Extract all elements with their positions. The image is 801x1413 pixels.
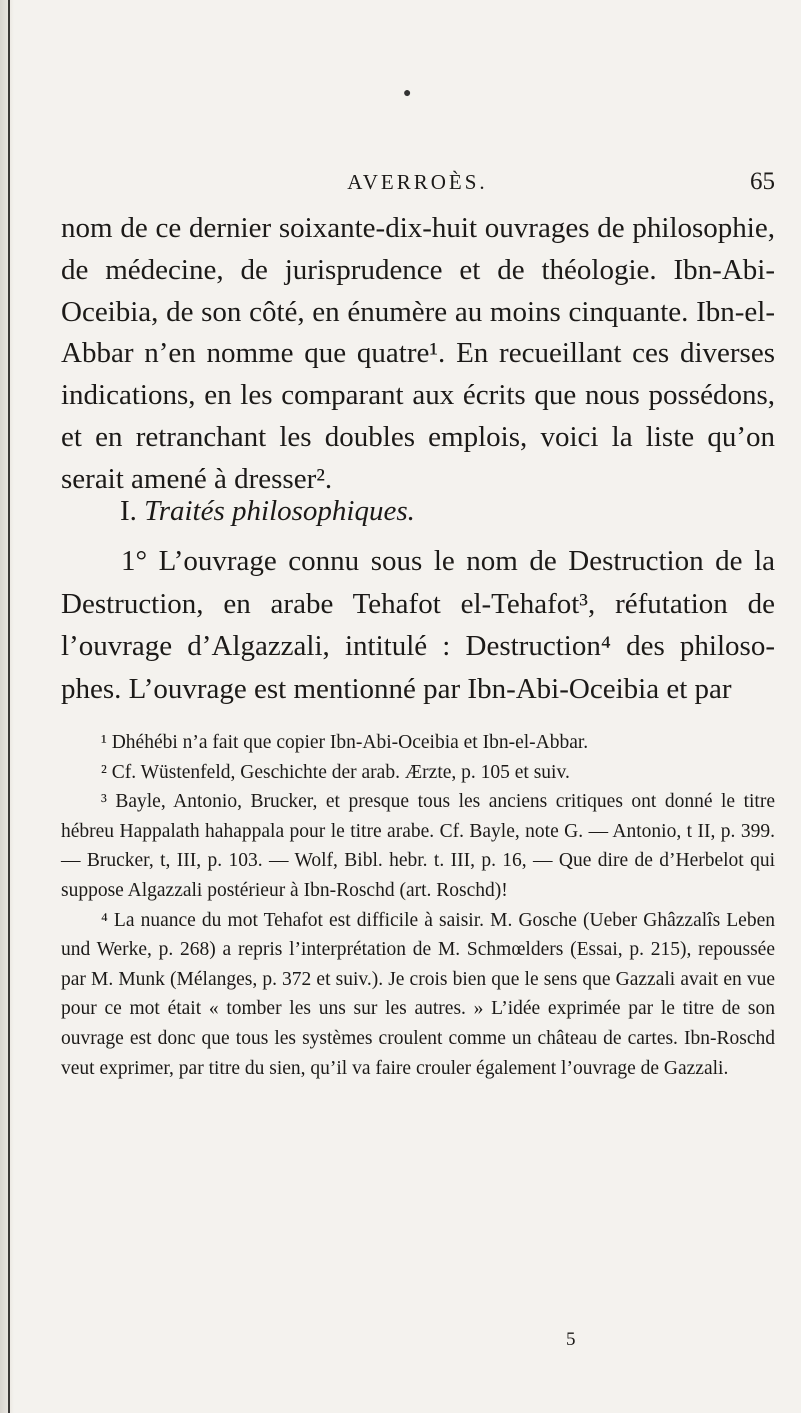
paragraph-1 — [61, 208, 775, 501]
page-edge-shadow — [0, 0, 14, 1413]
section-heading — [120, 495, 415, 528]
paragraph-2: 1° L’ouvrage connu sous le nom de Destruction de la Destruction, en arabe Tehafot el-Tehafot³, réfutation de l’ouvrage d’Algazzali, intitulé : Destruction⁴ des philosophes. L’ouvrage est mentionné par Ibn-Abi-Oceibia et par — [61, 545, 775, 705]
page-number: 65 — [750, 168, 775, 195]
page-binding-line — [8, 0, 10, 1413]
printer-signature: 5 — [566, 1329, 576, 1350]
footnote-3: ³ Bayle, Antonio, Brucker, et presque tous les anciens critiques ont donné le titre hébreu Happalath hahappala pour le titre arabe. Cf. Bayle, note G. — Antonio, t II, p. 399. — Brucker, t, III, p. 103. — Wolf, Bibl. hebr. t. III, p. 16, — Que dire de d’Herbelot qui suppose Algazzali postérieur à Ibn-Roschd (art. Roschd)! — [61, 791, 775, 901]
printer-mark: ● — [403, 86, 412, 101]
footnote-1: ¹ Dhéhébi n’a fait que copier Ibn-Abi-Oceibia et Ibn-el-Abbar. — [101, 732, 589, 753]
running-head — [60, 168, 775, 200]
footnote-2: ² Cf. Wüstenfeld, Geschichte der arab. Ærzte, p. 105 et suiv. — [101, 761, 570, 783]
section-number: I. — [120, 495, 137, 527]
footnotes — [61, 728, 775, 1083]
footnote-4: ⁴ La nuance du mot Tehafot est difficile à saisir. M. Gosche (Ueber Ghâzzalîs Leben und Werke, p. 268) a repris l’interprétation de M. Schmœlders (Essai, p. 215), repoussée par M. Munk (Mélanges, p. 372 et suiv.). Je crois bien que le sens que Gazzali avait en vue pour ce mot était « tomber les uns sur les autres. » L’idée exprimée par le titre de son ouvrage est donc que tous les systèmes croulent comme un château de cartes. Ibn-Roschd veut exprimer, par titre du sien, qu’il va faire crouler également l’ouvrage de Gazzali. — [61, 909, 775, 1079]
paragraph-1-text: nom de ce dernier soixante-dix-huit ouvrages de philosophie, de médecine, de jurisprudence et de théologie. Ibn-Abi-Oceibia, de son côté, en énumère au moins cinquante. Ibn-el-Abbar n’en nomme que quatre¹. En recueillant ces diverses indications, en les comparant aux écrits que nous possédons, et en retranchant les doubles emplois, voici la liste qu’on serait amené à dresser². — [61, 212, 775, 495]
running-title: AVERROÈS. — [347, 170, 488, 194]
section-title: Traités philosophiques. — [144, 495, 415, 527]
